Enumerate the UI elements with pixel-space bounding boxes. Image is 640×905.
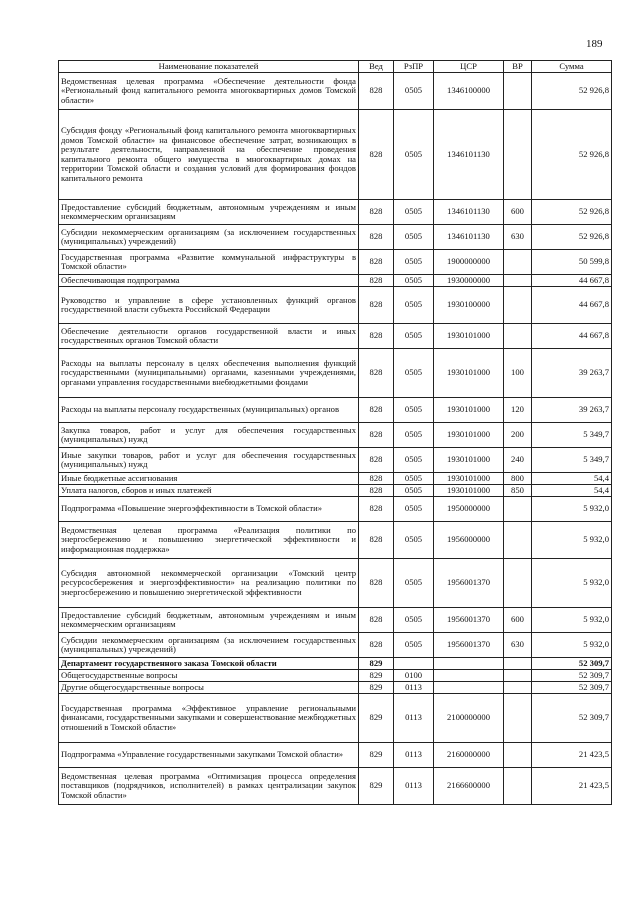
row-ved: 828	[359, 287, 394, 324]
row-csr: 1930000000	[434, 275, 504, 287]
row-vr: 200	[504, 423, 532, 448]
row-rzpr: 0505	[394, 349, 434, 398]
row-rzpr: 0505	[394, 448, 434, 473]
row-sum: 52 309,7	[532, 670, 612, 682]
row-name: Подпрограмма «Управление государственными закупками Томской области»	[59, 743, 359, 768]
row-csr: 1956001370	[434, 633, 504, 658]
row-csr: 1346100000	[434, 73, 504, 110]
row-csr	[434, 670, 504, 682]
row-sum: 52 926,8	[532, 200, 612, 225]
row-ved: 829	[359, 682, 394, 694]
row-rzpr: 0505	[394, 324, 434, 349]
row-csr: 1930101000	[434, 324, 504, 349]
row-name: Иные бюджетные ассигнования	[59, 473, 359, 485]
table-row	[59, 200, 612, 225]
row-ved: 829	[359, 743, 394, 768]
row-ved: 828	[359, 423, 394, 448]
row-name: Государственная программа «Эффективное управление региональными финансами, государственными закупками и совершенствование межбюджетных отношений в Томской области»	[59, 694, 359, 743]
row-csr: 1346101130	[434, 225, 504, 250]
row-sum: 54,4	[532, 473, 612, 485]
table-row	[59, 559, 612, 608]
row-vr	[504, 324, 532, 349]
row-csr: 1346101130	[434, 200, 504, 225]
row-name: Субсидии некоммерческим организациям (за исключением государственных (муниципальных) учреждений)	[59, 633, 359, 658]
row-sum: 5 932,0	[532, 522, 612, 559]
row-vr	[504, 522, 532, 559]
row-vr	[504, 110, 532, 200]
table-row	[59, 670, 612, 682]
row-vr: 120	[504, 398, 532, 423]
header-sum: Сумма	[532, 61, 612, 73]
table-row	[59, 768, 612, 805]
table-row	[59, 398, 612, 423]
table-row	[59, 485, 612, 497]
row-name: Ведомственная целевая программа «Оптимизация процесса определения поставщиков (подрядчиков, исполнителей) в рамках централизации закупок Томской области»	[59, 768, 359, 805]
row-rzpr: 0505	[394, 608, 434, 633]
row-vr	[504, 497, 532, 522]
row-vr: 600	[504, 608, 532, 633]
header-name: Наименование показателей	[59, 61, 359, 73]
row-name: Уплата налогов, сборов и иных платежей	[59, 485, 359, 497]
row-name: Ведомственная целевая программа «Реализация политики по энергосбережению и повышению энергетической эффективности и информационная поддержка»	[59, 522, 359, 559]
row-name: Иные закупки товаров, работ и услуг для обеспечения государственных (муниципальных) нужд	[59, 448, 359, 473]
row-ved: 829	[359, 658, 394, 670]
row-name: Субсидии некоммерческим организациям (за исключением государственных (муниципальных) учреждений)	[59, 225, 359, 250]
row-name: Расходы на выплаты персоналу государственных (муниципальных) органов	[59, 398, 359, 423]
row-csr: 1930101000	[434, 398, 504, 423]
row-sum: 21 423,5	[532, 743, 612, 768]
row-vr	[504, 559, 532, 608]
row-csr: 1930101000	[434, 473, 504, 485]
row-name: Обеспечение деятельности органов государственной власти и иных государственных органов Томской области	[59, 324, 359, 349]
row-vr	[504, 670, 532, 682]
row-rzpr: 0113	[394, 743, 434, 768]
row-ved: 828	[359, 324, 394, 349]
table-row	[59, 658, 612, 670]
row-name: Закупка товаров, работ и услуг для обеспечения государственных (муниципальных) нужд	[59, 423, 359, 448]
row-name: Обеспечивающая подпрограмма	[59, 275, 359, 287]
row-rzpr: 0505	[394, 473, 434, 485]
table-header-row	[59, 61, 612, 73]
table-row	[59, 423, 612, 448]
row-csr: 1956000000	[434, 522, 504, 559]
row-rzpr: 0113	[394, 768, 434, 805]
row-ved: 829	[359, 694, 394, 743]
row-vr	[504, 658, 532, 670]
row-rzpr: 0505	[394, 398, 434, 423]
row-vr	[504, 768, 532, 805]
row-vr	[504, 287, 532, 324]
row-sum: 54,4	[532, 485, 612, 497]
row-csr: 1956001370	[434, 608, 504, 633]
table-row	[59, 743, 612, 768]
table-row	[59, 349, 612, 398]
row-ved: 828	[359, 448, 394, 473]
row-name: Другие общегосударственные вопросы	[59, 682, 359, 694]
row-sum: 52 926,8	[532, 110, 612, 200]
row-ved: 828	[359, 485, 394, 497]
row-sum: 52 309,7	[532, 682, 612, 694]
row-sum: 44 667,8	[532, 324, 612, 349]
table-row	[59, 448, 612, 473]
table-row	[59, 225, 612, 250]
row-rzpr	[394, 658, 434, 670]
row-sum: 52 926,8	[532, 73, 612, 110]
row-rzpr: 0113	[394, 694, 434, 743]
row-sum: 5 932,0	[532, 633, 612, 658]
table-row	[59, 633, 612, 658]
row-name: Расходы на выплаты персоналу в целях обеспечения выполнения функций государственными (муниципальными) органами, казенными учреждениями, органами управления государственными внебюджетными фондами	[59, 349, 359, 398]
table-body	[59, 73, 612, 805]
row-vr: 800	[504, 473, 532, 485]
row-ved: 828	[359, 275, 394, 287]
table-row	[59, 324, 612, 349]
row-name: Общегосударственные вопросы	[59, 670, 359, 682]
table-row	[59, 250, 612, 275]
row-ved: 828	[359, 559, 394, 608]
row-sum: 39 263,7	[532, 398, 612, 423]
row-csr: 2166600000	[434, 768, 504, 805]
row-name: Предоставление субсидий бюджетным, автономным учреждениям и иным некоммерческим организациям	[59, 200, 359, 225]
row-ved: 828	[359, 497, 394, 522]
row-name: Государственная программа «Развитие коммунальной инфраструктуры в Томской области»	[59, 250, 359, 275]
header-vr: ВР	[504, 61, 532, 73]
row-rzpr: 0505	[394, 485, 434, 497]
row-rzpr: 0505	[394, 250, 434, 275]
row-rzpr: 0505	[394, 497, 434, 522]
row-name: Предоставление субсидий бюджетным, автономным учреждениям и иным некоммерческим организациям	[59, 608, 359, 633]
row-rzpr: 0505	[394, 423, 434, 448]
table-row	[59, 497, 612, 522]
row-vr	[504, 250, 532, 275]
header-rzpr: РзПР	[394, 61, 434, 73]
row-name: Руководство и управление в сфере установленных функций органов государственной власти субъекта Российской Федерации	[59, 287, 359, 324]
row-rzpr: 0505	[394, 287, 434, 324]
table-row	[59, 608, 612, 633]
row-vr: 600	[504, 200, 532, 225]
row-rzpr: 0505	[394, 522, 434, 559]
row-vr	[504, 73, 532, 110]
row-sum: 50 599,8	[532, 250, 612, 275]
row-ved: 829	[359, 670, 394, 682]
row-name: Субсидия фонду «Региональный фонд капитального ремонта многоквартирных домов Томской области» на финансовое обеспечение затрат, возникающих в результате деятельности, направленной на обеспечение проведения капитального ремонта общего имущества в многоквартирных домах на территории Томской области и создания условий для формирования фондов капитального ремонта	[59, 110, 359, 200]
budget-table	[58, 60, 612, 805]
row-rzpr: 0505	[394, 559, 434, 608]
header-csr: ЦСР	[434, 61, 504, 73]
row-rzpr: 0505	[394, 200, 434, 225]
row-csr: 1930101000	[434, 423, 504, 448]
row-name: Департамент государственного заказа Томской области	[59, 658, 359, 670]
row-rzpr: 0505	[394, 110, 434, 200]
row-sum: 5 932,0	[532, 608, 612, 633]
row-ved: 828	[359, 398, 394, 423]
row-vr	[504, 275, 532, 287]
row-csr: 2100000000	[434, 694, 504, 743]
row-sum: 5 932,0	[532, 559, 612, 608]
row-sum: 5 349,7	[532, 423, 612, 448]
table-row	[59, 275, 612, 287]
row-csr: 1930101000	[434, 448, 504, 473]
row-ved: 828	[359, 349, 394, 398]
row-vr	[504, 682, 532, 694]
row-ved: 828	[359, 522, 394, 559]
row-sum: 21 423,5	[532, 768, 612, 805]
table-row	[59, 110, 612, 200]
table-row	[59, 73, 612, 110]
row-ved: 828	[359, 633, 394, 658]
row-vr: 850	[504, 485, 532, 497]
row-sum: 52 309,7	[532, 658, 612, 670]
row-rzpr: 0505	[394, 275, 434, 287]
table-row	[59, 682, 612, 694]
row-name: Ведомственная целевая программа «Обеспечение деятельности фонда «Региональный фонд капитального ремонта многоквартирных домов Томской области»	[59, 73, 359, 110]
row-vr: 100	[504, 349, 532, 398]
row-vr: 240	[504, 448, 532, 473]
row-csr: 1956001370	[434, 559, 504, 608]
row-sum: 39 263,7	[532, 349, 612, 398]
row-csr: 1930101000	[434, 349, 504, 398]
table-row	[59, 694, 612, 743]
row-sum: 44 667,8	[532, 287, 612, 324]
row-ved: 828	[359, 608, 394, 633]
row-csr	[434, 658, 504, 670]
row-ved: 828	[359, 200, 394, 225]
row-csr	[434, 682, 504, 694]
row-sum: 52 926,8	[532, 225, 612, 250]
row-rzpr: 0113	[394, 682, 434, 694]
row-ved: 828	[359, 73, 394, 110]
row-vr	[504, 694, 532, 743]
header-ved: Вед	[359, 61, 394, 73]
table-row	[59, 473, 612, 485]
table-row	[59, 522, 612, 559]
row-csr: 2160000000	[434, 743, 504, 768]
row-ved: 828	[359, 110, 394, 200]
row-csr: 1930100000	[434, 287, 504, 324]
row-vr: 630	[504, 225, 532, 250]
row-ved: 829	[359, 768, 394, 805]
row-ved: 828	[359, 225, 394, 250]
page-number: 189	[586, 38, 603, 50]
row-csr: 1900000000	[434, 250, 504, 275]
row-rzpr: 0505	[394, 633, 434, 658]
row-csr: 1950000000	[434, 497, 504, 522]
row-ved: 828	[359, 473, 394, 485]
row-rzpr: 0505	[394, 225, 434, 250]
row-rzpr: 0505	[394, 73, 434, 110]
row-sum: 5 349,7	[532, 448, 612, 473]
row-sum: 44 667,8	[532, 275, 612, 287]
table-row	[59, 287, 612, 324]
row-vr: 630	[504, 633, 532, 658]
row-name: Подпрограмма «Повышение энергоэффективности в Томской области»	[59, 497, 359, 522]
row-csr: 1346101130	[434, 110, 504, 200]
row-ved: 828	[359, 250, 394, 275]
row-sum: 5 932,0	[532, 497, 612, 522]
row-rzpr: 0100	[394, 670, 434, 682]
row-sum: 52 309,7	[532, 694, 612, 743]
row-vr	[504, 743, 532, 768]
row-name: Субсидия автономной некоммерческой организации «Томский центр ресурсосбережения и энергоэффективности» на реализацию политики по энергосбережению и повышению энергетической эффективности	[59, 559, 359, 608]
row-csr: 1930101000	[434, 485, 504, 497]
